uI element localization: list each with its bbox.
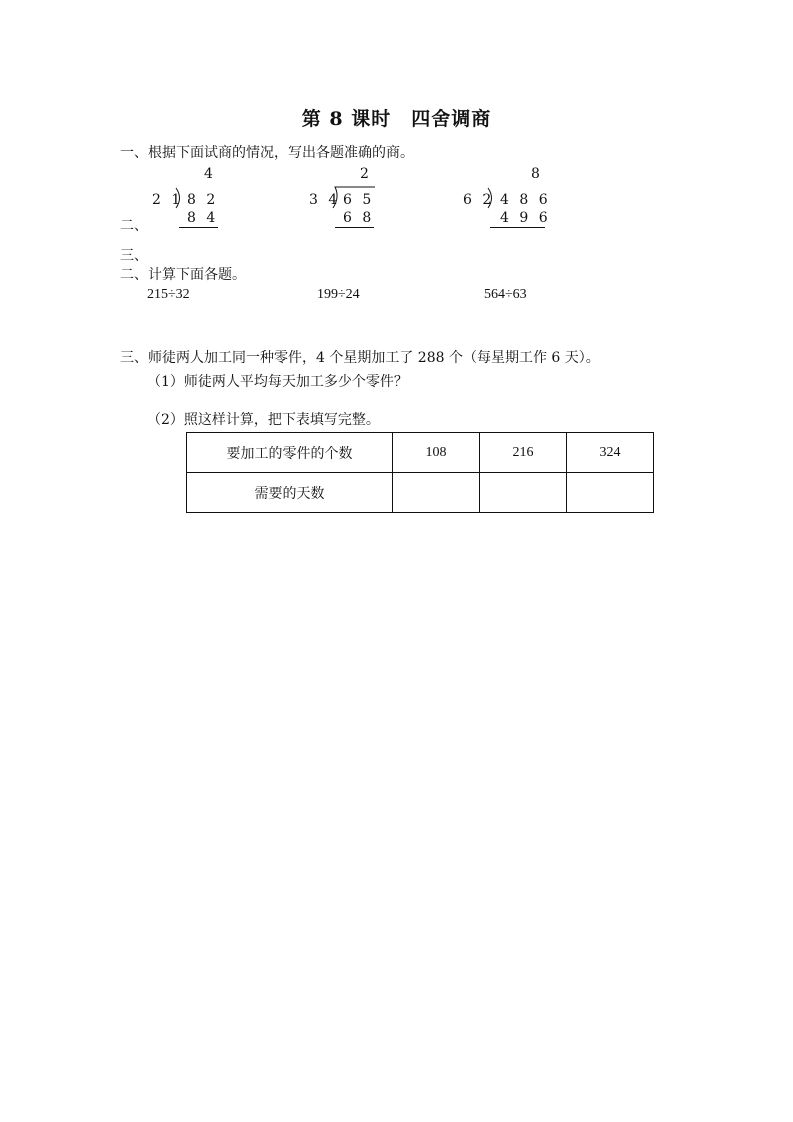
parts-cell: 108 [393,433,480,473]
divisor: 6 2 [463,192,495,208]
division-bracket [174,186,184,210]
q3-sub-question-1: （1）师徒两人平均每天加工多少个零件？ [147,374,408,390]
q1-prompt: 一、根据下面试商的情况，写出各题准确的商。 [120,145,414,161]
row-label-parts: 要加工的零件的个数 [187,433,393,473]
divisor: 3 4 [309,192,341,208]
calc-item-1: 215÷32 [147,287,190,302]
parts-days-table [186,432,654,513]
q3-sub-question-2: （2）照这样计算，把下表填写完整。 [147,412,380,428]
q3-prompt: 三、师徒两人加工同一种零件，4 个星期加工了 288 个（每星期工作 6 天）。 [120,350,600,366]
quotient: 4 [204,166,216,182]
subtraction-line [179,227,218,228]
q2-prompt: 二、计算下面各题。 [120,267,246,283]
division-bracket [486,186,496,210]
product: 6 8 [343,210,375,226]
days-answer-cell[interactable] [567,473,654,513]
page-title: 第 8 课时 四舍调商 [301,108,492,130]
product: 4 9 6 [500,210,551,226]
quotient: 2 [360,166,372,182]
table-row [187,433,654,473]
subtraction-line [335,227,374,228]
stray-label-two: 二、 [120,218,148,234]
parts-cell: 324 [567,433,654,473]
parts-cell: 216 [480,433,567,473]
row-label-days: 需要的天数 [187,473,393,513]
quotient: 8 [531,166,543,182]
dividend: 8 2 [187,192,219,208]
stray-label-three: 三、 [120,248,148,264]
calc-item-2: 199÷24 [317,287,360,302]
calc-item-3: 564÷63 [484,287,527,302]
table-row [187,473,654,513]
days-answer-cell[interactable] [393,473,480,513]
divisor: 2 1 [152,192,184,208]
product: 8 4 [187,210,219,226]
dividend: 4 8 6 [500,192,551,208]
days-answer-cell[interactable] [480,473,567,513]
dividend: 6 5 [343,192,375,208]
subtraction-line [490,227,545,228]
